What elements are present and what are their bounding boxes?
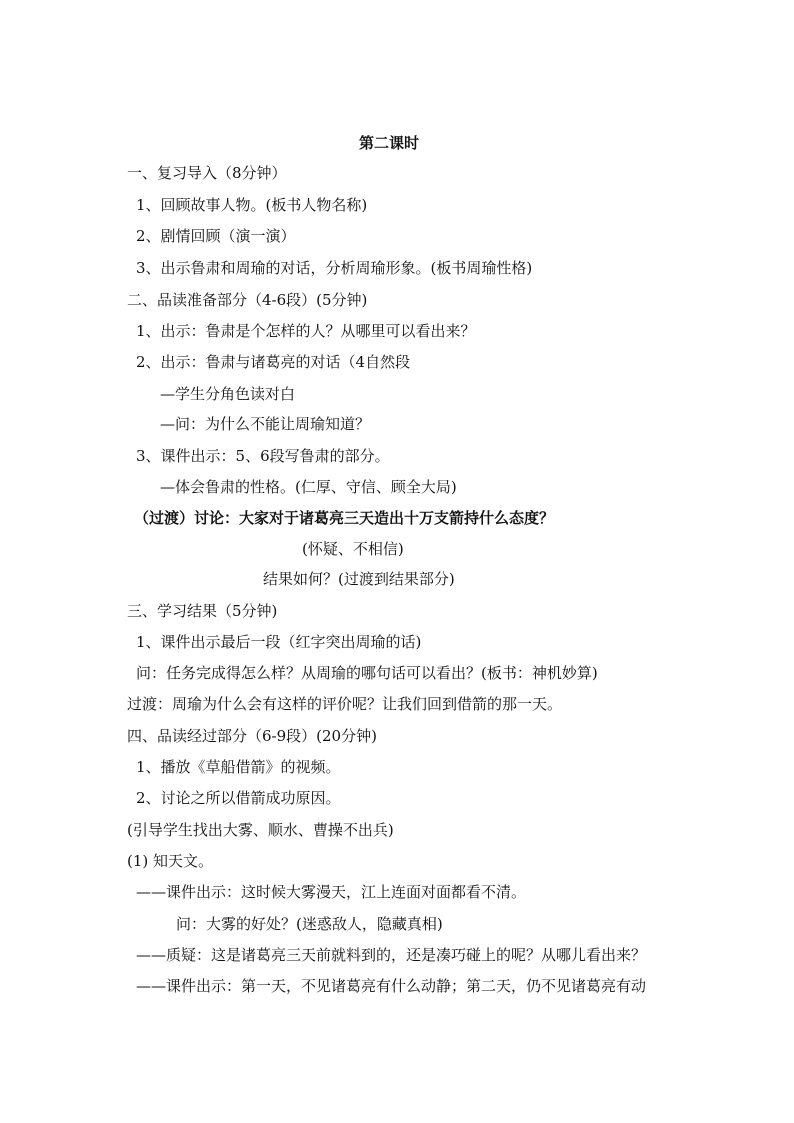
paragraph-line: 2、出示：鲁肃与诸葛亮的对话（4自然段 [136,353,411,371]
paragraph-line: ——课件出示：第一天，不见诸葛亮有什么动静；第二天，仍不见诸葛亮有动 [136,977,647,995]
paragraph-line: 1、出示：鲁肃是个怎样的人？从哪里可以看出来？ [136,322,476,340]
paragraph-line: 1、播放《草船借箭》的视频。 [136,758,341,776]
paragraph-line: —学生分角色读对白 [160,385,296,403]
paragraph-line: 过渡：周瑜为什么会有这样的评价呢？让我们回到借箭的那一天。 [127,695,563,713]
section-heading-review: 一、复习导入（8分钟） [127,164,287,182]
paragraph-line: —体会鲁肃的性格。(仁厚、守信、顾全大局) [160,478,457,496]
paragraph-line: 结果如何？(过渡到结果部分) [263,570,455,588]
paragraph-line: 3、出示鲁肃和周瑜的对话，分析周瑜形象。(板书周瑜性格) [136,259,533,277]
paragraph-line: (怀疑、不相信) [302,540,404,558]
paragraph-line: 问：大雾的好处？(迷惑敌人，隐藏真相) [176,915,443,933]
section-heading-preparation: 二、品读准备部分（4-6段）(5分钟) [127,291,368,309]
paragraph-line: (引导学生找出大雾、顺水、曹操不出兵) [127,821,394,839]
paragraph-line: 2、剧情回顾（演一演） [136,227,296,245]
paragraph-line: ——课件出示：这时候大雾漫天，江上连面对面都看不清。 [136,883,527,901]
section-heading-result: 三、学习结果（5分钟) [127,602,278,620]
paragraph-line: 1、回顾故事人物。(板书人物名称) [136,196,368,214]
paragraph-line: —问：为什么不能让周瑜知道？ [160,415,371,433]
paragraph-line: 1、课件出示最后一段（红字突出周瑜的话) [136,633,422,651]
paragraph-line: ——质疑：这是诸葛亮三天前就料到的，还是凑巧碰上的呢？从哪儿看出来？ [136,946,647,964]
paragraph-line: 问：任务完成得怎么样？从周瑜的哪句话可以看出？(板书：神机妙算) [136,664,598,682]
document-title: 第二课时 [359,134,420,152]
transition-discussion: （过渡）讨论：大家对于诸葛亮三天造出十万支箭持什么态度？ [134,509,555,527]
paragraph-line: 3、课件出示：5、6段写鲁肃的部分。 [136,447,390,465]
paragraph-line: 2、讨论之所以借箭成功原因。 [136,789,341,807]
section-heading-process: 四、品读经过部分（6-9段）(20分钟) [127,727,377,745]
paragraph-line: (1) 知天文。 [127,852,214,870]
